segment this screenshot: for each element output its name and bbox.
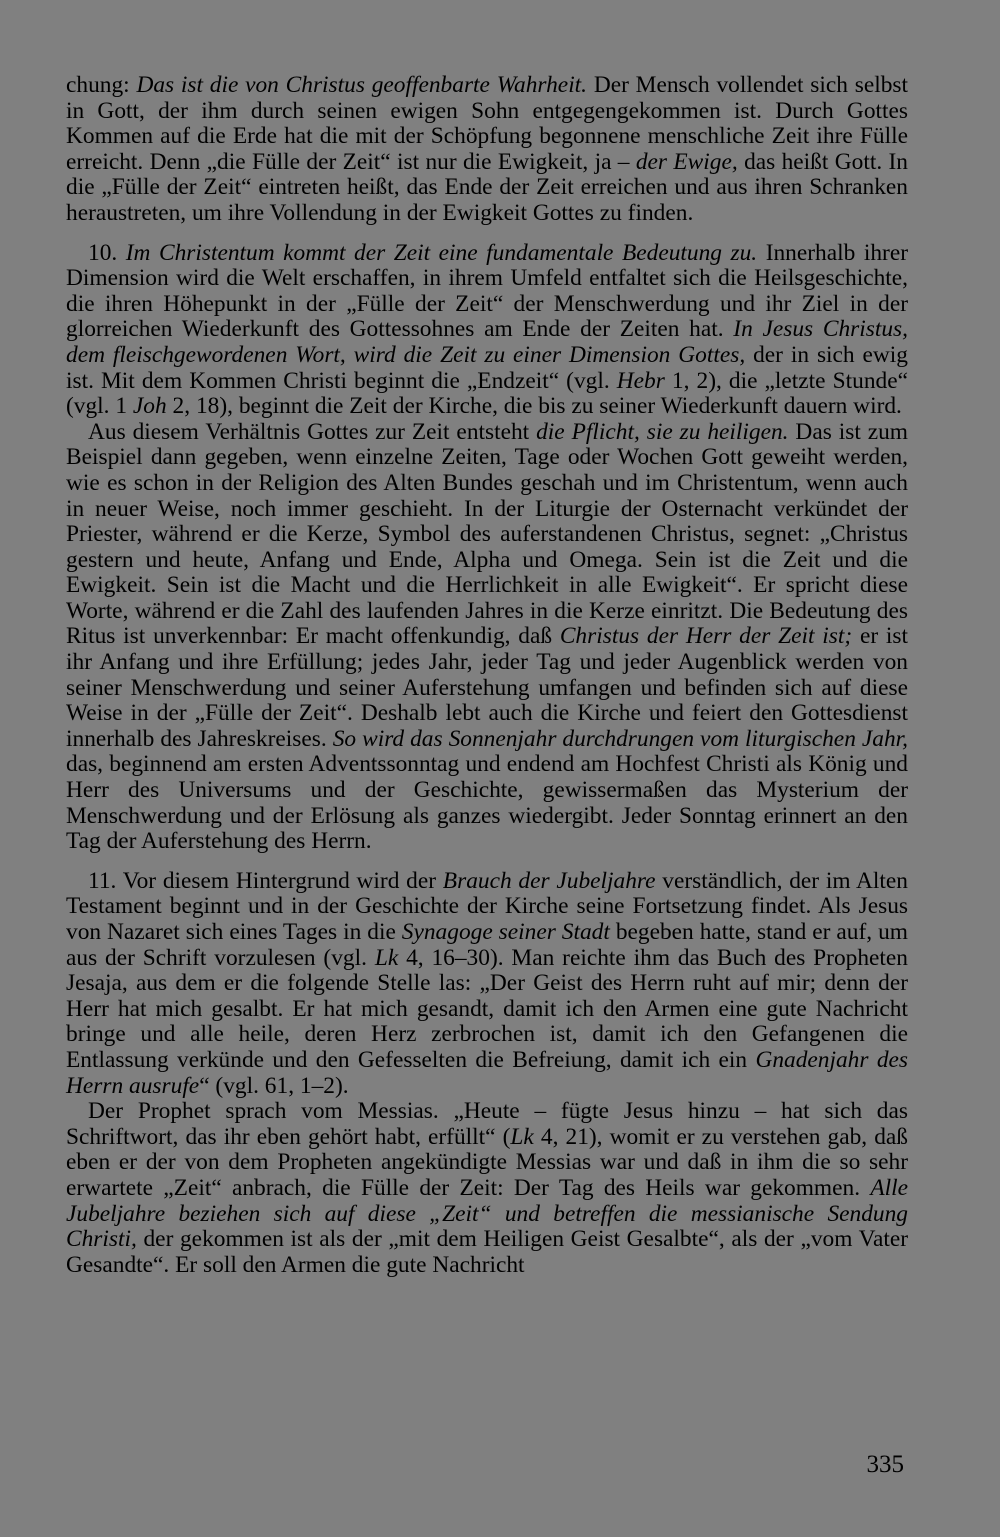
text-span: der in sich ewig ist. Mit dem Kommen Christi beginnt die „Endzeit“ (vgl. — [66, 341, 908, 394]
text-span: er ist ihr Anfang und ihre Erfüllung; jedes Jahr, jeder Tag und jeder Augenblick werden von seiner Menschwerdung und seiner Auferstehung umfangen und befinden sich auf diese Weise in der „Fülle der Zeit“. Deshalb lebt auch die Kirche und feiert den Gottesdienst innerhalb des Jahreskreises. — [66, 623, 909, 752]
italic-text-span: Gnadenjahr des Herrn ausrufe — [66, 1046, 909, 1099]
text-span: Das ist zum Beispiel dann gegeben, wenn einzelne Zeiten, Tage oder Wochen Gott geweiht werden, wie es schon in der Religion des Alten Bundes geschah und im Christentum, wenn auch in neuer Weise, noch immer geschieht. In der Liturgie der Osternacht verkündet der Priester, während er die Kerze, Symbol des auferstandenen Christus, segnet: „Christus gestern und heute, Anfang und Ende, Alpha und Omega. Sein ist die Zeit und die Ewigkeit. Sein ist die Macht und die Herrlichkeit in alle Ewigkeit“. Er spricht diese Worte, während er die Zahl des laufenden Jahres in die Kerze einritzt. Die Bedeutung des Ritus ist unverkennbar: Er macht offenkundig, daß — [66, 418, 908, 650]
text-span: verständlich, der im Alten Testament beginnt und in der Geschichte der Kirche seine Fortsetzung findet. Als Jesus von Nazaret sich eines Tages in die — [66, 867, 908, 945]
text-span: 10. — [88, 239, 126, 266]
italic-text-span: Im Christentum kommt der Zeit eine fundamentale Bedeutung zu. — [125, 239, 758, 266]
text-span: Aus diesem Verhältnis Gottes zur Zeit entsteht — [88, 418, 537, 445]
italic-text-span: Hebr — [616, 367, 665, 394]
italic-text-span: Lk — [374, 944, 399, 971]
paragraph-4 — [66, 869, 908, 1099]
paragraph-3 — [66, 420, 908, 855]
text-span: Der Mensch vollendet sich selbst in Gott, der ihm durch seinen ewigen Sohn entgegengekommen ist. Durch Gottes Kommen auf die Erde hat die mit der Schöpfung begonnene menschliche Zeit ihre Fülle erreicht. Denn „die Fülle der Zeit“ ist nur die Ewigkeit, ja – — [66, 72, 909, 175]
italic-text-span: Lk — [510, 1123, 534, 1150]
italic-text-span: Alle Jubeljahre beziehen sich auf diese „Zeit“ und betreffen die messianische Sendung Christi, — [66, 1174, 908, 1253]
text-span: Innerhalb ihrer Dimension wird die Welt erschaffen, in ihrem Umfeld entfaltet sich die Heilsgeschichte, die ihren Höhepunkt in der „Fülle der Zeit“ der Menschwerdung und ihr Ziel in der glorreichen Wiederkunft des Gottessohnes am Ende der Zeiten hat. — [66, 239, 908, 343]
body-text — [66, 73, 908, 1278]
italic-text-span: die Pflicht, sie zu heiligen. — [536, 418, 789, 445]
text-span: 2, 18), beginnt die Zeit der Kirche, die bis zu seiner Wiederkunft dauern wird. — [166, 393, 902, 420]
text-span: das, beginnend am ersten Adventssonntag und endend am Hochfest Christi als König und Herr des Universums und der Geschichte, gewissermaßen das Mysterium der Menschwerdung und der Erlösung als ganzes wiedergibt. Jeder Sonntag erinnert an den Tag der Auferstehung des Herrn. — [66, 751, 908, 855]
italic-text-span: Das ist die von Christus geoffenbarte Wahrheit. — [136, 72, 588, 98]
italic-text-span: Christus der Herr der Zeit ist; — [559, 623, 853, 650]
text-span: “ (vgl. 61, 1–2). — [199, 1072, 349, 1099]
text-span: 4, 21), womit er zu verstehen gab, daß eben er der von dem Propheten angekündigte Messias war und daß in ihm die so sehr erwartete „Zeit“ anbrach, die Fülle der Zeit: Der Tag des Heils war gekommen. — [66, 1123, 908, 1201]
text-span: Der Prophet sprach vom Messias. „Heute – fügte Jesus hinzu – hat sich das Schriftwort, das ihr eben gehört habt, erfüllt“ ( — [66, 1098, 908, 1150]
text-span: chung: — [66, 72, 137, 98]
paragraph-2 — [66, 241, 908, 420]
paragraph-5 — [66, 1099, 908, 1278]
text-span: der gekommen ist als der „mit dem Heiligen Geist Gesalbte“, als der „vom Vater Gesandte“. Er soll den Armen die gute Nachricht — [66, 1226, 908, 1278]
italic-text-span: In Jesus Christus, dem fleischgewordenen Wort, wird die Zeit zu einer Dimension Gottes, — [66, 316, 908, 368]
italic-text-span: Brauch der Jubeljahre — [442, 867, 656, 894]
italic-text-span: So wird das Sonnenjahr durchdrungen vom liturgischen Jahr, — [332, 725, 908, 752]
text-span: 11. Vor diesem Hintergrund wird der — [88, 867, 443, 894]
italic-text-span: Joh — [132, 393, 167, 420]
text-span: 1, 2), die „letzte Stunde“ (vgl. 1 — [66, 367, 908, 420]
text-span: begeben hatte, stand er auf, um aus der Schrift vorzulesen (vgl. — [66, 919, 908, 971]
text-span: das heißt Gott. In die „Fülle der Zeit“ eintreten heißt, das Ende der Zeit erreichen und aus ihren Schranken heraustreten, um ihre Vollendung in der Ewigkeit Gottes zu finden. — [66, 148, 908, 226]
text-span: 4, 16–30). Man reichte ihm das Buch des Propheten Jesaja, aus dem er die folgende Stelle las: „Der Geist des Herrn ruht auf mir; denn der Herr hat mich gesalbt. Er hat mich gesandt, damit ich den Armen eine gute Nachricht bringe und alle heile, deren Herz zerbrochen ist, damit ich den Gefangenen die Entlassung verkünde und den Gefesselten die Befreiung, damit ich ein — [66, 944, 908, 1073]
page-number: 335 — [866, 1451, 904, 1478]
paragraph-1 — [66, 73, 908, 227]
italic-text-span: der Ewige, — [635, 148, 738, 175]
italic-text-span: Synagoge seiner Stadt — [401, 919, 610, 945]
